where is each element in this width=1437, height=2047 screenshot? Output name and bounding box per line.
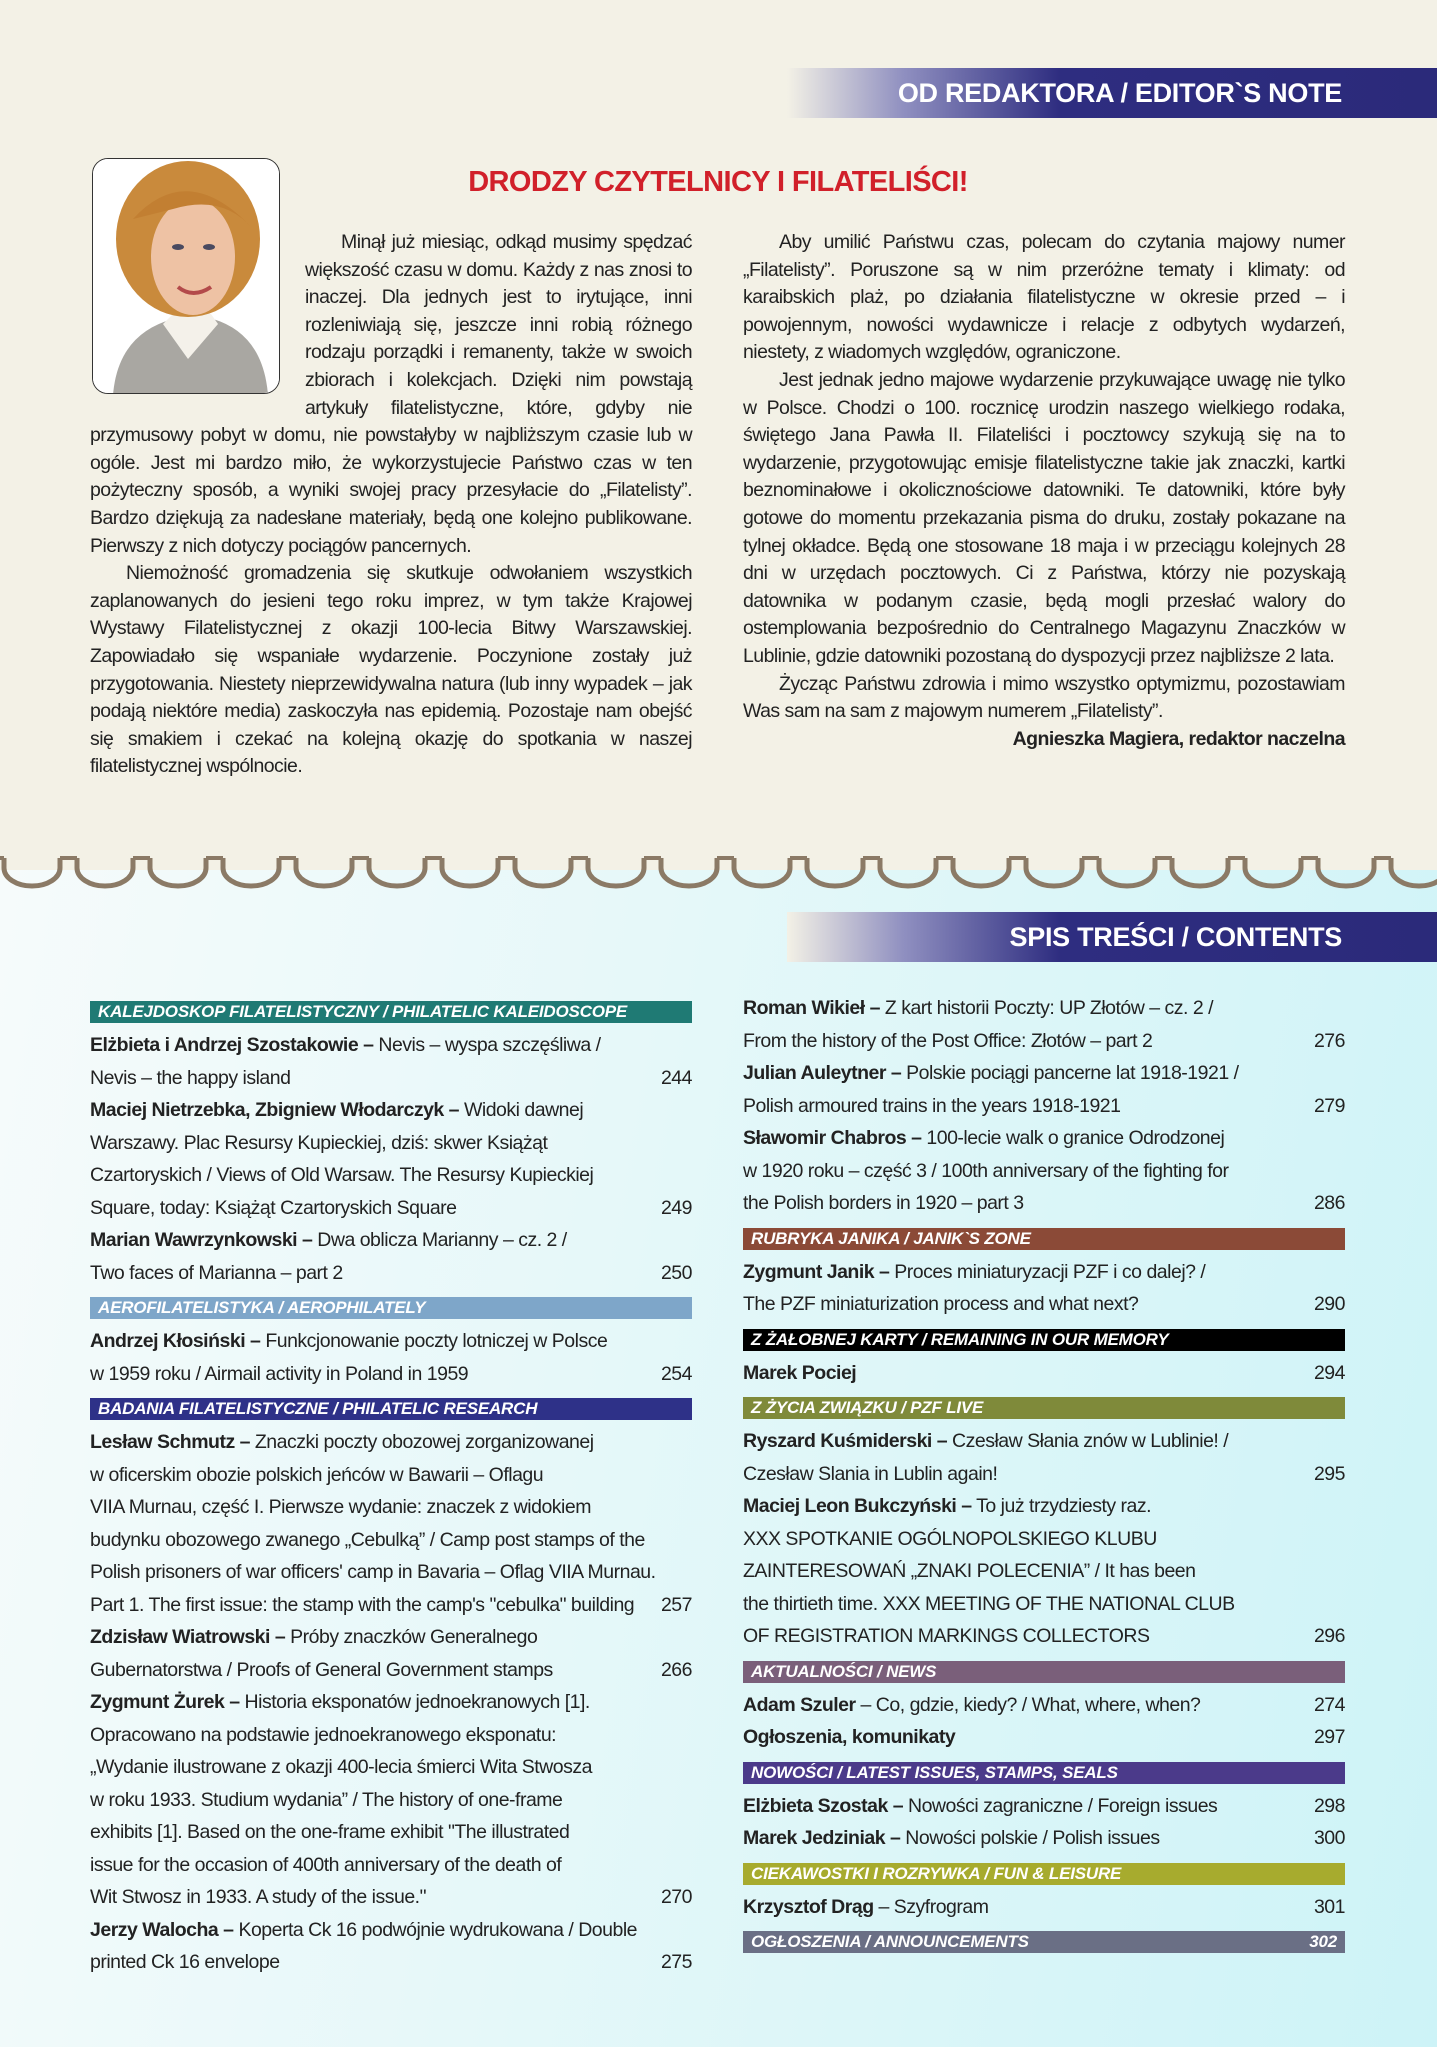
entry-title: VIIA Murnau, część I. Pierwsze wydanie: znaczek z widokiem [90,1496,591,1518]
toc-line-text [743,1090,1120,1123]
entry-title: – Szyfrogram [878,1895,989,1918]
toc-line [90,1686,692,1719]
entry-title: the Polish borders in 1920 – part 3 [743,1192,1024,1214]
entry-author: Andrzej Kłosiński – [90,1330,261,1352]
entry-title: Gubernatorstwa / Proofs of General Government stamps [90,1658,553,1681]
page-number: 302 [1309,1932,1337,1951]
page-number: 300 [1313,1827,1345,1849]
page-number: 279 [1313,1094,1345,1117]
toc-line-text [743,1425,1228,1458]
entry-title: Nevis – the happy island [90,1066,291,1089]
toc-line-text [90,1094,583,1127]
toc-line [743,1555,1345,1588]
toc-line [743,1425,1345,1458]
section-bar [743,1762,1345,1784]
toc-entry[interactable] [90,1325,692,1390]
entry-title: Nowości polskie / Polish issues [905,1827,1160,1849]
toc-line [743,1620,1345,1653]
page-number: 298 [1313,1794,1345,1817]
section-bar [90,1297,692,1319]
entry-author: Zdzisław Wiatrowski – [90,1626,286,1648]
stamp-perforation-divider [0,852,1437,892]
toc-line [90,1784,692,1817]
toc-line [90,1524,692,1557]
toc-line-text [90,1491,591,1524]
entry-title: ZAINTERESOWAŃ „ZNAKI POLECENIA” / It has been [743,1560,1196,1582]
page-number: 294 [1313,1361,1345,1384]
entry-title: Próby znaczków Generalnego [290,1626,538,1648]
toc-entry[interactable] [743,1891,1345,1924]
entry-title: Znaczki poczty obozowej zorganizowanej [254,1431,594,1453]
entry-title: Czesław Słania znów w Lublinie! / [952,1430,1229,1452]
toc-line [90,1881,692,1914]
entry-author: Marek Pociej [743,1361,857,1384]
page-number: 266 [660,1658,692,1681]
entry-author: Elżbieta Szostak – [743,1794,904,1817]
entry-title: Funkcjonowanie poczty lotniczej w Polsce [265,1330,608,1352]
toc-line-text [90,1686,590,1719]
entry-title: Wit Stwosz in 1933. A study of the issue." [90,1886,427,1908]
entry-author: Elżbieta i Andrzej Szostakowie – [90,1034,374,1056]
entry-title: From the history of the Post Office: Złotów – part 2 [743,1029,1153,1052]
toc-line [90,1029,692,1062]
toc-line-text [743,1891,988,1924]
entry-author: Julian Auleytner – [743,1062,902,1084]
entry-title: Two faces of Marianna – part 2 [90,1261,343,1284]
toc-line-text [743,1620,1150,1653]
section-title: RUBRYKA JANIKA / JANIK`S ZONE [751,1228,1031,1248]
toc-line [743,1025,1345,1058]
entry-author: Sławomir Chabros – [743,1127,922,1149]
editorial-paragraph: Minął już miesiąc, odkąd musimy spędzać większość czasu w domu. Każdy z nas znosi to inaczej. Dla jednych jest to irytujące, inni rozleniwiają się, jeszcze inni robią różnego rodzaju porządki i remanenty, także w swoich zbiorach i kolekcjach. Dzięki nim powstają artykuły filatelistyczne, które, gdyby nie przymusowy pobyt w domu, nie powstałyby w najbliższym czasie lub w ogóle. Jest mi bardzo miło, że wykorzystujecie Państwo czas w ten pożyteczny sposób, a wyniki swojej pracy przesyłacie do „Filatelisty”. Bardzo dziękują za nadesłane materiały, będą one kolejno publikowane. Pierwszy z nich dotyczy pociągów pancernych. [90,231,692,557]
entry-title: Nevis – wyspa szczęśliwa / [378,1034,601,1056]
contents-right-column [743,992,1345,1959]
toc-entry[interactable] [90,1029,692,1094]
section-title: Z ŻYCIA ZWIĄZKU / PZF LIVE [751,1398,984,1417]
toc-line [90,1914,692,1947]
toc-line [743,1721,1345,1754]
toc-entry[interactable] [90,1426,692,1621]
entry-title: – Co, gdzie, kiedy? / What, where, when? [860,1693,1201,1716]
toc-line [743,1689,1345,1722]
entry-title: Proces miniaturyzacji PZF i co dalej? / [894,1260,1206,1283]
editorial-left-column [90,229,692,781]
toc-line [743,1523,1345,1556]
toc-line [90,1325,692,1358]
page-number: 257 [660,1593,692,1616]
toc-line-text [90,1459,543,1492]
toc-line [90,1719,692,1752]
toc-entry[interactable] [743,1057,1345,1122]
toc-line-text [90,1719,556,1752]
toc-line [90,1589,692,1622]
entry-title: Czartoryskich / Views of Old Warsaw. The Resursy Kupieckiej [90,1164,594,1186]
entry-author: Ogłoszenia, komunikaty [743,1726,956,1748]
toc-line-text [90,1589,634,1622]
editorial-right-column [743,229,1345,753]
entry-title: Z kart historii Poczty: UP Złotów – cz. 2 / [884,997,1214,1019]
toc-line [743,1155,1345,1188]
toc-entry[interactable] [743,1790,1345,1823]
toc-line-text [743,1288,1138,1321]
toc-line-text [90,1914,637,1947]
contents-left-column [90,1001,692,1979]
entry-title: Polish armoured trains in the years 1918-1921 [743,1094,1121,1117]
entry-author: Lesław Schmutz – [90,1431,250,1453]
toc-line [90,1654,692,1687]
page-number: 244 [660,1066,692,1089]
toc-line [90,1621,692,1654]
toc-line [743,1891,1345,1924]
toc-line-text [743,1790,1217,1823]
page-number: 297 [1313,1726,1345,1748]
toc-line-text [743,1689,1200,1722]
toc-line-text [90,1358,468,1391]
toc-line [90,1062,692,1095]
toc-line [743,1357,1345,1390]
toc-line-text [743,1187,1024,1220]
toc-entry[interactable] [743,1256,1345,1321]
toc-line [743,1187,1345,1220]
toc-entry[interactable] [90,1224,692,1289]
entry-author: Maciej Leon Bukczyński – [743,1495,972,1517]
toc-entry[interactable] [743,1822,1345,1855]
toc-line-text [90,1159,593,1192]
entry-title: budynku obozowego zwanego „Cebulką” / Camp post stamps of the [90,1528,645,1551]
toc-line [743,1256,1345,1289]
toc-line-text [743,1822,1160,1855]
toc-line-text [743,992,1213,1025]
toc-line-text [743,1057,1239,1090]
editorial-title: DRODZY CZYTELNICY I FILATELIŚCI! [468,166,968,198]
page-number: 276 [1313,1029,1345,1052]
section-title: AKTUALNOŚCI / NEWS [751,1661,937,1681]
entry-author: Zygmunt Janik – [743,1260,890,1283]
toc-line [90,1491,692,1524]
toc-line-text [90,1816,569,1849]
toc-entry[interactable] [743,1490,1345,1653]
section-title: OGŁOSZENIA / ANNOUNCEMENTS [751,1932,1029,1951]
entry-title: Czesław Slania in Lublin again! [743,1462,998,1485]
page-number: 301 [1313,1895,1345,1918]
toc-line [743,1822,1345,1855]
toc-entry[interactable] [743,1425,1345,1490]
toc-entry[interactable] [743,1721,1345,1754]
contents-header: SPIS TREŚCI / CONTENTS [787,912,1437,962]
page-number: 274 [1313,1693,1345,1716]
toc-line-text [90,1556,656,1589]
toc-entry[interactable] [90,1914,692,1979]
toc-line-text [743,1155,1228,1188]
section-bar [90,1398,692,1420]
toc-line-text [743,1523,1157,1556]
section-bar [90,1001,692,1023]
entry-title: w oficerskim obozie polskich jeńców w Bawarii – Oflagu [90,1463,544,1486]
toc-line-text [90,1127,547,1160]
editorial-signature: Agnieszka Magiera, redaktor naczelna [1012,727,1345,750]
toc-line-text [90,1654,553,1687]
toc-line [90,1159,692,1192]
page-number: 249 [660,1196,692,1219]
toc-entry[interactable] [90,1094,692,1224]
entry-title: issue for the occasion of 400th anniversary of the death of [90,1853,562,1876]
entry-title: Widoki dawnej [463,1099,584,1121]
entry-title: w 1920 roku – część 3 / 100th anniversary of the fighting for [743,1159,1229,1182]
toc-line-text [90,1524,645,1557]
toc-line [743,1288,1345,1321]
toc-line-text [743,1490,1151,1523]
entry-title: „Wydanie ilustrowane z okazji 400-lecia śmierci Wita Stwosza [90,1756,592,1778]
toc-line [90,1816,692,1849]
entry-title: XXX SPOTKANIE OGÓLNOPOLSKIEGO KLUBU [743,1527,1157,1550]
toc-line-text [743,1122,1224,1155]
section-title: AEROFILATELISTYKA / AEROPHILATELY [98,1298,426,1317]
toc-entry[interactable] [90,1621,692,1686]
toc-entry[interactable] [743,1122,1345,1220]
entry-title: Polish prisoners of war officers' camp in Bavaria – Oflag VIIA Murnau. [90,1561,656,1583]
toc-line [743,1458,1345,1491]
entry-title: w 1959 roku / Airmail activity in Poland in 1959 [90,1362,469,1385]
toc-line [743,1090,1345,1123]
section-bar [743,1863,1345,1885]
toc-line [90,1257,692,1290]
toc-line [90,1751,692,1784]
toc-line-text [743,1025,1152,1058]
toc-line [743,1588,1345,1621]
entry-title: Nowości zagraniczne / Foreign issues [908,1794,1218,1817]
entry-author: Marian Wawrzynkowski – [90,1229,313,1251]
toc-line [743,992,1345,1025]
page-number: 296 [1313,1625,1345,1647]
page-number: 270 [660,1886,692,1908]
section-title: KALEJDOSKOP FILATELISTYCZNY / PHILATELIC KALEIDOSCOPE [98,1002,628,1021]
entry-title: Part 1. The first issue: the stamp with the camp's "cebulka" building [90,1593,635,1616]
toc-line [90,1556,692,1589]
page-number: 254 [660,1362,692,1385]
entry-author: Krzysztof Drąg [743,1895,874,1918]
toc-line-text [90,1257,343,1290]
section-bar [743,1329,1345,1351]
toc-line-text [90,1062,290,1095]
entry-title: w roku 1933. Studium wydania” / The history of one-frame [90,1788,563,1811]
entry-author: Ryszard Kuśmiderski – [743,1430,948,1452]
editorial-paragraph: Aby umilić Państwu czas, polecam do czytania majowy numer „Filatelisty”. Poruszone są w nim przeróżne tematy i klimaty: od karaibskich plaż, po działania filatelistyczne w okresie przed – i powojennym, nowości wydawnicze i relacje z odbytych wydarzeń, niestety, z wiadomych względów, ograniczone. [743,231,1345,364]
entry-title: printed Ck 16 envelope [90,1951,280,1973]
toc-line-text [743,1357,856,1390]
toc-line-text [90,1029,601,1062]
toc-entry[interactable] [743,1357,1345,1390]
toc-entry[interactable] [743,1689,1345,1722]
toc-line-text [90,1224,567,1257]
editorial-paragraph: Życząc Państwu zdrowia i mimo wszystko optymizmu, pozostawiam Was sam na sam z majowym numerem „Filatelisty”. [743,672,1345,723]
toc-line-text [90,1784,562,1817]
entry-author: Zygmunt Żurek – [90,1691,240,1713]
toc-line [90,1358,692,1391]
entry-author: Jerzy Walocha – [90,1918,234,1941]
entry-title: Polskie pociągi pancerne lat 1918-1921 / [906,1062,1239,1084]
entry-title: Historia eksponatów jednoekranowych [1]. [244,1691,590,1713]
section-title: NOWOŚCI / LATEST ISSUES, STAMPS, SEALS [751,1762,1118,1782]
toc-entry[interactable] [90,1686,692,1914]
toc-line [743,1490,1345,1523]
toc-line [743,1790,1345,1823]
section-title: CIEKAWOSTKI I ROZRYWKA / FUN & LEISURE [751,1863,1122,1883]
toc-line-text [743,1555,1195,1588]
entry-title: OF REGISTRATION MARKINGS COLLECTORS [743,1625,1150,1647]
section-bar [743,1931,1345,1953]
section-title: Z ŻAŁOBNEJ KARTY / REMAINING IN OUR MEMORY [751,1329,1169,1349]
toc-line-text [90,1192,457,1225]
toc-line-text [743,1458,997,1491]
entry-title: Dwa oblicza Marianny – cz. 2 / [317,1229,567,1251]
entry-title: Opracowano na podstawie jednoekranowego eksponatu: [90,1723,557,1746]
entry-title: The PZF miniaturization process and what next? [743,1293,1139,1315]
toc-line-text [743,1721,955,1754]
editorial-paragraph: Niemożność gromadzenia się skutkuje odwołaniem wszystkich zaplanowanych do jesieni tego roku imprez, w tym także Krajowej Wystawy Filatelistycznej z okazji 100-lecia Bitwy Warszawskiej. Zapowiadało się wspaniałe wydarzenie. Poczynione zostały już przygotowania. Niestety nieprzewidywalna natura (lub inny wypadek – jak podają niektóre media) zaskoczyła nas epidemią. Pozostaje nam obejść się smakiem i czekać na kolejną okazję do spotkania w naszej filatelistycznej wspólnocie. [90,562,692,778]
toc-line [90,1459,692,1492]
toc-line-text [743,1588,1235,1621]
toc-line [90,1127,692,1160]
entry-author: Adam Szuler [743,1693,856,1716]
entry-author: Maciej Nietrzebka, Zbigniew Włodarczyk – [90,1099,460,1121]
toc-line-text [90,1946,280,1979]
toc-line [90,1094,692,1127]
entry-author: Roman Wikieł – [743,997,880,1019]
entry-title: Koperta Ck 16 podwójnie wydrukowana / Double [238,1918,638,1941]
toc-line-text [90,1751,592,1784]
entry-title: Square, today: Książąt Czartoryskich Square [90,1196,457,1219]
toc-line-text [90,1621,537,1654]
page-number: 295 [1313,1462,1345,1485]
toc-line [90,1192,692,1225]
toc-line [90,1849,692,1882]
toc-line-text [90,1325,607,1358]
entry-title: To już trzydziesty raz. [976,1495,1152,1517]
toc-entry[interactable] [743,992,1345,1057]
toc-line-text [743,1256,1205,1289]
toc-line [743,1057,1345,1090]
entry-title: Warszawy. Plac Resursy Kupieckiej, dziś: skwer Książąt [90,1131,548,1154]
toc-line [743,1122,1345,1155]
section-bar [743,1397,1345,1419]
section-title: BADANIA FILATELISTYCZNE / PHILATELIC RESEARCH [98,1399,538,1418]
entry-author: Marek Jedziniak – [743,1827,901,1849]
page-number: 290 [1313,1293,1345,1315]
toc-line-text [90,1426,594,1459]
entry-title: the thirtieth time. XXX MEETING OF THE NATIONAL CLUB [743,1592,1235,1615]
section-bar [743,1661,1345,1683]
entry-title: exhibits [1]. Based on the one-frame exhibit "The illustrated [90,1821,570,1843]
page-number: 286 [1313,1192,1345,1214]
editorial-paragraph: Jest jednak jedno majowe wydarzenie przykuwające uwagę nie tylko w Polsce. Chodzi o 100. rocznicę urodzin naszego wielkiego rodaka, świętego Jana Pawła II. Filateliści i pocztowcy szykują się na to wydarzenie, przygotowując emisje filatelistyczne takie jak znaczki, kartki beznominałowe i okolicznościowe datowniki. Te datowniki, które były gotowe do momentu przekazania pisma do druku, zostały pokazane na tylnej okładce. Będą one stosowane 18 maja i w przeciągu kolejnych 28 dni w urzędach pocztowych. Ci z Państwa, którzy nie pozyskają datownika w podanym czasie, będą mogli przesłać walory do ostemplowania bezpośrednio do Centralnego Magazynu Znaczków w Lublinie, gdzie datowniki pozostaną do dyspozycji przez najbliższe 2 lata. [743,368,1345,667]
toc-line [90,1426,692,1459]
toc-line-text [90,1881,426,1914]
toc-line [90,1224,692,1257]
page-number: 275 [660,1951,692,1973]
toc-line [90,1946,692,1979]
page-number: 250 [660,1261,692,1284]
section-bar [743,1228,1345,1250]
toc-line-text [90,1849,561,1882]
entry-title: 100-lecie walk o granice Odrodzonej [926,1127,1225,1149]
editor-note-header: OD REDAKTORA / EDITOR`S NOTE [787,68,1437,118]
